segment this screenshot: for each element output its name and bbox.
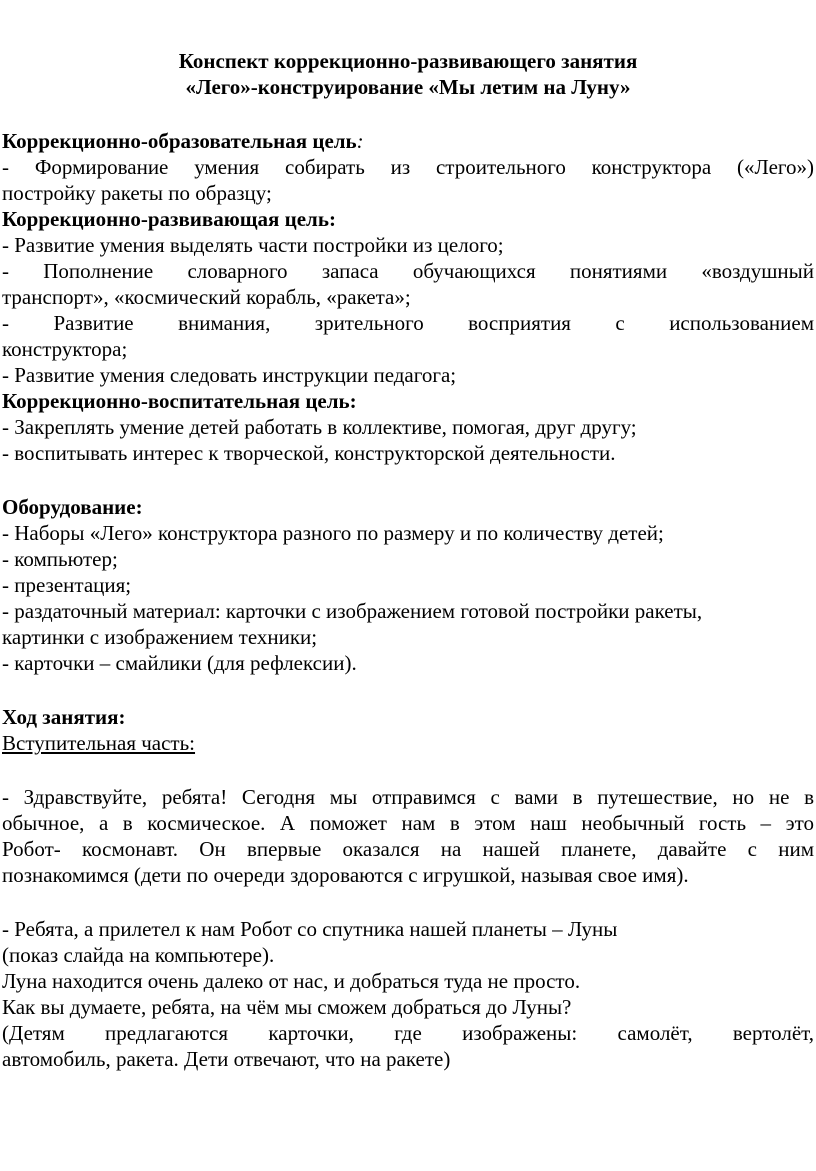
lesson-subheading: Вступительная часть: [2,731,196,755]
lesson-paragraph-line: (показ слайда на компьютере). [2,943,275,967]
title-line-1: Конспект коррекционно-развивающего занятия [178,49,638,73]
lesson-paragraph-line: Как вы думаете, ребята, на чём мы сможем добраться до Луны? [2,995,572,1019]
title-line-2: «Лего»-конструирование «Мы летим на Луну» [185,75,631,99]
developmental-goal-item: конструктора; [2,337,128,361]
lesson-paragraph-line: Луна находится очень далеко от нас, и добраться туда не просто. [2,969,581,993]
equipment-item: - презентация; [2,573,132,597]
lesson-paragraph-line: автомобиль, ракета. Дети отвечают, что на ракете) [2,1047,451,1071]
equipment-item: - Наборы «Лего» конструктора разного по размеру и по количеству детей; [2,521,664,545]
developmental-goal-item: транспорт», «космический корабль, «ракета»; [2,285,411,309]
lesson-paragraph-line: Робот- космонавт. Он впервые оказался на нашей планете, давайте с ним [2,837,814,861]
lesson-paragraph-line: - Здравствуйте, ребята! Сегодня мы отправимся с вами в путешествие, но не в [2,785,814,809]
educational-goal-heading: Коррекционно-образовательная цель: [2,129,364,153]
lesson-paragraph-line: - Ребята, а прилетел к нам Робот со спутника нашей планеты – Луны [2,917,618,941]
lesson-paragraph-line: обычное, а в космическое. А поможет нам в этом наш необычный гость – это [2,811,814,835]
equipment-item: - компьютер; [2,547,118,571]
developmental-goal-item: - Развитие умения выделять части постройки из целого; [2,233,504,257]
equipment-item: - карточки – смайлики (для рефлексии). [2,651,357,675]
upbringing-goal-item: - воспитывать интерес к творческой, конструкторской деятельности. [2,441,616,465]
developmental-goal-item: - Пополнение словарного запаса обучающихся понятиями «воздушный [2,259,814,283]
equipment-item: - раздаточный материал: карточки с изображением готовой постройки ракеты, [2,599,703,623]
equipment-item: картинки с изображением техники; [2,625,318,649]
developmental-goal-heading: Коррекционно-развивающая цель: [2,207,336,231]
developmental-goal-item: - Развитие внимания, зрительного восприятия с использованием [2,311,814,335]
developmental-goal-item: - Развитие умения следовать инструкции педагога; [2,363,457,387]
equipment-heading: Оборудование: [2,495,143,519]
educational-goal-item: - Формирование умения собирать из строительного конструктора («Лего») [2,155,814,179]
lesson-paragraph-line: познакомимся (дети по очереди здороваются с игрушкой, называя свое имя). [2,863,689,887]
upbringing-goal-heading: Коррекционно-воспитательная цель: [2,389,357,413]
educational-goal-item: постройку ракеты по образцу; [2,181,272,205]
lesson-heading: Ход занятия: [2,705,126,729]
upbringing-goal-item: - Закреплять умение детей работать в коллективе, помогая, друг другу; [2,415,637,439]
lesson-paragraph-line: (Детям предлагаются карточки, где изображены: самолёт, вертолёт, [2,1021,814,1045]
